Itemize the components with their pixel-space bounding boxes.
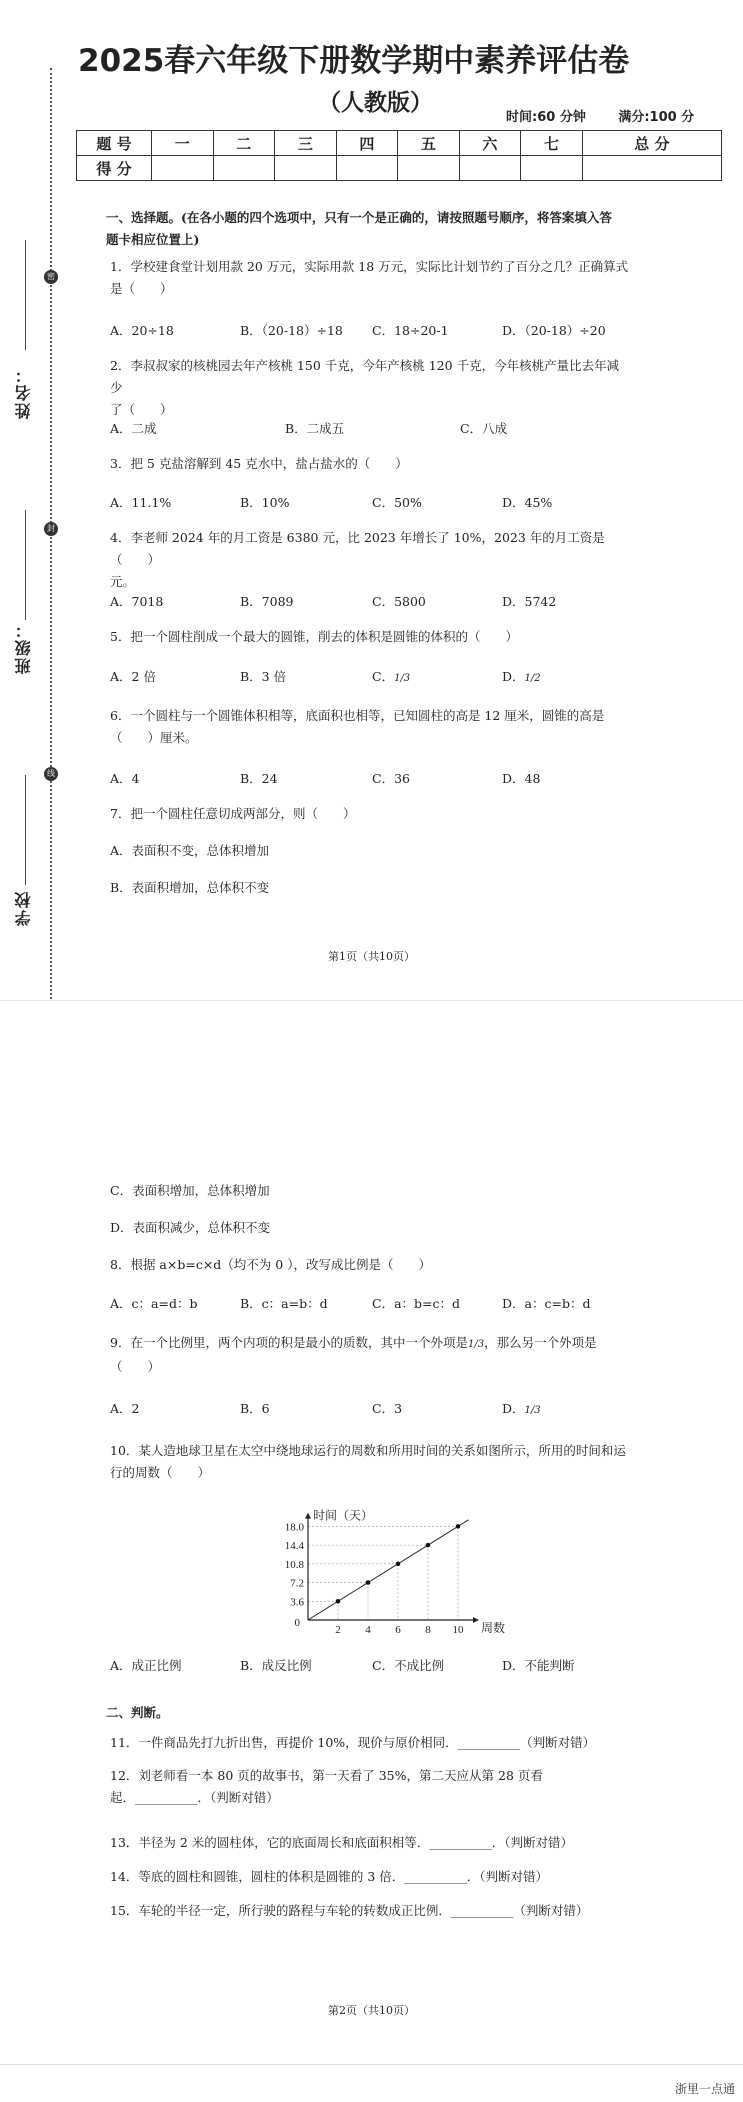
school-fill-line xyxy=(25,775,26,885)
page-number-2: 第2页（共10页） xyxy=(328,2004,415,2017)
option-c[interactable]: C．八成 xyxy=(460,421,508,436)
chart-data-point xyxy=(336,1599,341,1604)
exam-full-score: 满分:100 分 xyxy=(618,110,695,125)
option-b[interactable]: B．（20-18）÷18 xyxy=(240,323,343,338)
score-input-cell[interactable] xyxy=(336,156,398,181)
option-d[interactable]: D．不能判断 xyxy=(502,1658,575,1673)
option-c[interactable]: C．a：b=c：d xyxy=(372,1296,460,1311)
question-7-option-c[interactable]: C．表面积增加，总体积增加 xyxy=(110,1183,270,1198)
page-1 xyxy=(0,0,743,1000)
question-text: （ ） xyxy=(110,1359,161,1374)
question-text xyxy=(110,1332,630,1356)
option-a[interactable]: A．7018 xyxy=(110,594,164,609)
chart-data-point xyxy=(396,1562,401,1567)
seal-circle-mi: 密 xyxy=(44,270,58,284)
option-label: D． xyxy=(502,1401,525,1416)
option-a[interactable]: A．二成 xyxy=(110,421,157,436)
question-text: 7．把一个圆柱任意切成两部分，则（ ） xyxy=(110,806,356,821)
question-text: 1．学校建食堂计划用款 20 万元，实际用款 18 万元，实际比计划节约了百分之几？正确算式 xyxy=(110,259,629,274)
question-7 xyxy=(110,803,630,825)
option-d[interactable]: D．45% xyxy=(502,495,553,510)
option-c[interactable]: C．5800 xyxy=(372,594,426,609)
exam-title: 2025春六年级下册数学期中素养评估卷 xyxy=(78,43,630,79)
question-text: 元。 xyxy=(110,574,136,589)
section-1-title xyxy=(106,207,666,251)
chart-data-point xyxy=(456,1524,461,1529)
score-table-cell: 四 xyxy=(336,131,398,156)
option-d[interactable]: D．48 xyxy=(502,771,541,786)
class-label: 班级： xyxy=(14,620,33,674)
question-11: 11．一件商品先打九折出售，再提价 10%，现价与原价相同．__________（判断对错） xyxy=(110,1735,596,1750)
chart-x-tick-label: 6 xyxy=(395,1624,401,1636)
question-7-option-d[interactable]: D．表面积减少，总体积不变 xyxy=(110,1220,271,1235)
score-table-cell: 得 分 xyxy=(77,156,152,181)
score-table-cell: 二 xyxy=(213,131,275,156)
page-number-1: 第1页（共10页） xyxy=(328,950,415,963)
option-b[interactable]: B．24 xyxy=(240,771,278,786)
question-1 xyxy=(110,256,630,300)
question-7-option-a[interactable]: A．表面积不变，总体积增加 xyxy=(110,843,270,858)
fraction-one-half: 1/2 xyxy=(524,673,541,684)
seal-circle-feng: 封 xyxy=(44,522,58,536)
option-d[interactable]: D．（20-18）÷20 xyxy=(502,323,606,338)
option-c[interactable]: C．3 xyxy=(372,1401,403,1416)
option-d[interactable]: D．a：c=b：d xyxy=(502,1296,591,1311)
question-9 xyxy=(110,1332,630,1378)
score-input-cell[interactable] xyxy=(152,156,214,181)
option-b[interactable]: B．7089 xyxy=(240,594,294,609)
question-3 xyxy=(110,453,630,475)
fraction-one-third: 1/3 xyxy=(467,1339,485,1350)
footer-divider xyxy=(0,2064,743,2065)
question-text: 8．根据 a×b=c×d（均不为 0 ），改写成比例是（ ） xyxy=(110,1257,431,1272)
score-input-cell[interactable] xyxy=(398,156,460,181)
score-table-cell: 总 分 xyxy=(582,131,721,156)
option-d[interactable] xyxy=(502,1400,541,1420)
option-c[interactable]: C．18÷20-1 xyxy=(372,323,449,338)
question-2 xyxy=(110,355,630,421)
option-a[interactable]: A．11.1% xyxy=(110,495,172,510)
question-text: 5．把一个圆柱削成一个最大的圆锥，削去的体积是圆锥的体积的（ ） xyxy=(110,629,518,644)
score-table-cell: 一 xyxy=(152,131,214,156)
option-label: C． xyxy=(372,669,395,684)
question-text: 4．李老师 2024 年的月工资是 6380 元，比 2023 年增长了 10%，2023 年的月工资是（ ） xyxy=(110,530,605,567)
question-6 xyxy=(110,705,630,749)
fraction-one-third: 1/3 xyxy=(524,1405,541,1416)
score-table xyxy=(76,130,722,181)
option-c[interactable]: C．50% xyxy=(372,495,422,510)
chart-x-tick-label: 2 xyxy=(335,1624,341,1636)
section-1-title-line: 一、选择题。(在各小题的四个选项中，只有一个是正确的，请按照题号顺序，将答案填入答 xyxy=(106,210,612,225)
score-table-score-row xyxy=(77,156,722,181)
section-1-title-line: 题卡相应位置上) xyxy=(106,232,200,247)
chart-data-point xyxy=(366,1580,371,1585)
score-table-cell: 六 xyxy=(459,131,521,156)
chart-x-tick-label: 4 xyxy=(365,1624,371,1636)
chart-y-tick-label: 10.8 xyxy=(284,1558,304,1571)
question-text: 12．刘老师看一本 80 页的故事书，第一天看了 35%，第二天应从第 28 页看 xyxy=(110,1768,543,1783)
option-d[interactable] xyxy=(502,668,541,688)
chart-x-label: 周数 xyxy=(481,1621,506,1635)
question-text: 3．把 5 克盐溶解到 45 克水中，盐占盐水的（ ） xyxy=(110,456,408,471)
fraction-one-third: 1/3 xyxy=(394,673,411,684)
option-b[interactable]: B．3 倍 xyxy=(240,669,287,684)
score-table-cell: 三 xyxy=(275,131,337,156)
question-10 xyxy=(110,1440,630,1484)
score-input-cell[interactable] xyxy=(275,156,337,181)
question-text-part: 9．在一个比例里，两个内项的积是最小的质数，其中一个外项是 xyxy=(110,1335,468,1350)
score-table-cell: 五 xyxy=(398,131,460,156)
orbit-time-chart xyxy=(270,1500,506,1645)
score-table-cell: 题 号 xyxy=(77,131,152,156)
question-12 xyxy=(110,1765,710,1809)
chart-origin-label: 0 xyxy=(294,1617,300,1629)
option-b[interactable]: B．成反比例 xyxy=(240,1658,312,1673)
option-c[interactable]: C．不成比例 xyxy=(372,1658,445,1673)
score-input-cell[interactable] xyxy=(521,156,583,181)
question-7-option-b[interactable]: B．表面积增加，总体积不变 xyxy=(110,880,270,895)
question-14: 14．等底的圆柱和圆锥，圆柱的体积是圆锥的 3 倍．__________．（判断对错） xyxy=(110,1869,549,1884)
section-2-title: 二、判断。 xyxy=(106,1705,169,1720)
chart-x-tick-label: 8 xyxy=(425,1624,431,1636)
footer-watermark: 浙里一点通 xyxy=(674,2082,735,2096)
question-4 xyxy=(110,527,630,593)
chart-y-tick-label: 18.0 xyxy=(284,1521,304,1534)
chart-y-label: 时间（天） xyxy=(313,1508,374,1523)
name-label: 姓名： xyxy=(14,365,33,419)
question-text: 了（ ） xyxy=(110,402,173,417)
option-a[interactable]: A．c：a=d：b xyxy=(110,1296,198,1311)
option-b[interactable]: B．10% xyxy=(240,495,290,510)
score-table-cell: 七 xyxy=(521,131,583,156)
option-label: D． xyxy=(502,669,525,684)
question-text: 10．某人造地球卫星在太空中绕地球运行的周数和所用时间的关系如图所示，所用的时间和运 xyxy=(110,1443,626,1458)
score-input-cell[interactable] xyxy=(582,156,721,181)
option-b[interactable]: B．6 xyxy=(240,1401,270,1416)
chart-y-tick-label: 3.6 xyxy=(290,1596,304,1609)
chart-data-point xyxy=(426,1543,431,1548)
exam-time-info xyxy=(506,106,722,125)
question-text-part: ，那么另一个外项是 xyxy=(484,1335,597,1350)
score-table-header-row xyxy=(77,131,722,156)
option-b[interactable]: B．二成五 xyxy=(285,421,345,436)
school-label: 学校 xyxy=(14,890,33,926)
option-c[interactable] xyxy=(372,668,410,688)
class-fill-line xyxy=(25,510,26,620)
exam-time: 时间:60 分钟 xyxy=(506,110,586,125)
option-c[interactable]: C．36 xyxy=(372,771,410,786)
option-a[interactable]: A．2 xyxy=(110,1401,140,1416)
option-a[interactable]: A．成正比例 xyxy=(110,1658,182,1673)
option-a[interactable]: A．4 xyxy=(110,771,140,786)
name-fill-line xyxy=(25,240,26,350)
question-5 xyxy=(110,626,630,648)
chart-y-arrow xyxy=(305,1513,311,1519)
option-b[interactable]: B．c：a=b：d xyxy=(240,1296,328,1311)
question-text: 起．__________．（判断对错） xyxy=(110,1790,279,1805)
question-15: 15．车轮的半径一定，所行驶的路程与车轮的转数成正比例．__________（判断对错） xyxy=(110,1903,589,1918)
chart-series-line xyxy=(308,1520,469,1620)
seal-circle-xian: 线 xyxy=(44,767,58,781)
option-a[interactable]: A．2 倍 xyxy=(110,669,156,684)
question-text: 2．李叔叔家的核桃园去年产核桃 150 千克，今年产核桃 120 千克，今年核桃产量比去年减少 xyxy=(110,358,620,395)
question-text: 是（ ） xyxy=(110,281,173,296)
score-input-cell[interactable] xyxy=(459,156,521,181)
question-13: 13．半径为 2 米的圆柱体，它的底面周长和底面积相等．__________．（判断对错） xyxy=(110,1835,574,1850)
exam-subtitle: （人教版） xyxy=(318,90,433,116)
option-d[interactable]: D．5742 xyxy=(502,594,557,609)
question-8 xyxy=(110,1254,630,1276)
question-text: 6．一个圆柱与一个圆锥体积相等，底面积也相等，已知圆柱的高是 12 厘米，圆锥的高是 xyxy=(110,708,605,723)
option-a[interactable]: A．20÷18 xyxy=(110,323,174,338)
chart-x-tick-label: 10 xyxy=(452,1624,464,1636)
chart-y-tick-label: 7.2 xyxy=(290,1577,304,1590)
question-text: （ ）厘米。 xyxy=(110,730,198,745)
chart-y-tick-label: 14.4 xyxy=(284,1540,304,1553)
question-text: 行的周数（ ） xyxy=(110,1465,211,1480)
score-input-cell[interactable] xyxy=(213,156,275,181)
